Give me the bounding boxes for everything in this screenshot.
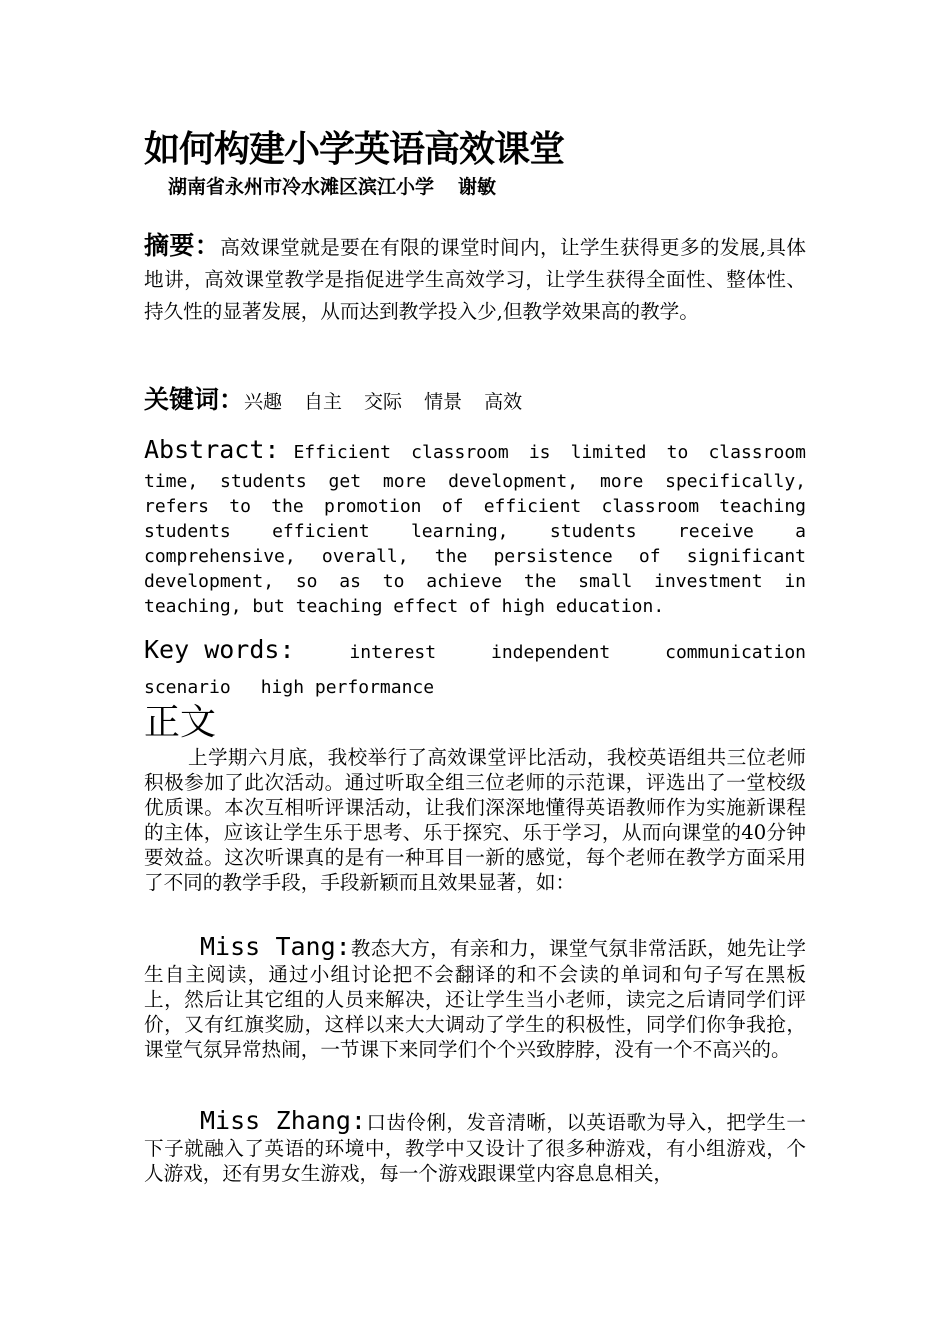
keyword-en: independent: [491, 642, 611, 663]
paragraph-lead: Miss Zhang:: [200, 1106, 366, 1135]
author-line: [168, 173, 496, 201]
keyword-cn: 自主: [304, 391, 343, 413]
body-paragraph: 上学期六月底，我校举行了高效课堂评比活动，我校英语组共三位老师积极参加了此次活动。通过听取全组三位老师的示范课，评选出了一堂校级优质课。本次互相听评课活动，让我们深深地懂得英语教师作为实施新课程的主体，应该让学生乐于思考、乐于探究、乐于学习，从而向课堂的40分钟要效益。这次听课真的是有一种耳目一新的感觉，每个老师在教学方面采用了不同的教学手段，手段新颖而且效果显著，如：: [144, 746, 806, 894]
keyword-en: interest: [349, 642, 437, 663]
keywords-en-label: Key words:: [144, 635, 295, 664]
abstract-cn-text: 高效课堂就是要在有限的课堂时间内，让学生获得更多的发展,具体地讲，高效课堂教学是指促进学生高效学习，让学生获得全面性、整体性、持久性的显著发展，从而达到教学投入少,但教学效果高的教学。: [144, 236, 806, 323]
keyword-en: scenario: [144, 677, 231, 698]
abstract-en-label: Abstract:: [144, 435, 280, 464]
keyword-cn: 情景: [424, 391, 463, 413]
author-name: 谢敏: [458, 176, 497, 198]
abstract-cn: [144, 230, 806, 328]
document-title: 如何构建小学英语高效课堂: [144, 128, 565, 170]
body-paragraph: [144, 1106, 806, 1186]
keywords-cn: [144, 382, 544, 420]
keyword-cn: 高效: [484, 391, 523, 413]
author-affiliation: 湖南省永州市冷水滩区滨江小学: [168, 176, 435, 198]
keywords-en-row: [144, 632, 806, 670]
keyword-en: communication: [665, 642, 806, 663]
abstract-en-first-text: Efficient classroom is limited to classroom: [293, 442, 806, 463]
keywords-en-row: [144, 670, 806, 705]
keywords-en: [144, 632, 806, 705]
abstract-cn-label: 摘要：: [144, 231, 221, 260]
abstract-en-text: time, students get more development, more specifically, refers to the promotion of efficient classroom teaching students efficient learning, students receive a comprehensive, overall, the persistence of significant development, so as to achieve the small investment in teaching, but teaching effect of high education.: [144, 471, 806, 617]
abstract-en-first-line: [144, 434, 806, 466]
keywords-cn-label: 关键词：: [144, 385, 245, 414]
section-heading: 正文: [144, 702, 217, 743]
paragraph-lead: Miss Tang:: [200, 932, 351, 961]
keyword-en: high performance: [260, 677, 435, 698]
keyword-cn: 交际: [364, 391, 403, 413]
keyword-cn: 兴趣: [244, 391, 283, 413]
paragraph-text: 教态大方，有亲和力，课堂气氛非常活跃，她先让学生自主阅读，通过小组讨论把不会翻译的和不会读的单词和句子写在黑板上，然后让其它组的人员来解决，还让学生当小老师，读完之后请同学们评价，又有红旗奖励，这样以来大大调动了学生的积极性，同学们你争我抢，课堂气氛异常热闹，一节课下来同学们个个兴致脖脖，没有一个不高兴的。: [144, 937, 807, 1061]
abstract-en: [144, 434, 806, 619]
body-paragraph: [144, 932, 806, 1062]
paragraph-text: 口齿伶俐，发音清晰，以英语歌为导入，把学生一下子就融入了英语的环境中，教学中又设计了很多种游戏，有小组游戏，个人游戏，还有男女生游戏，每一个游戏跟课堂内容息息相关，: [144, 1111, 806, 1185]
